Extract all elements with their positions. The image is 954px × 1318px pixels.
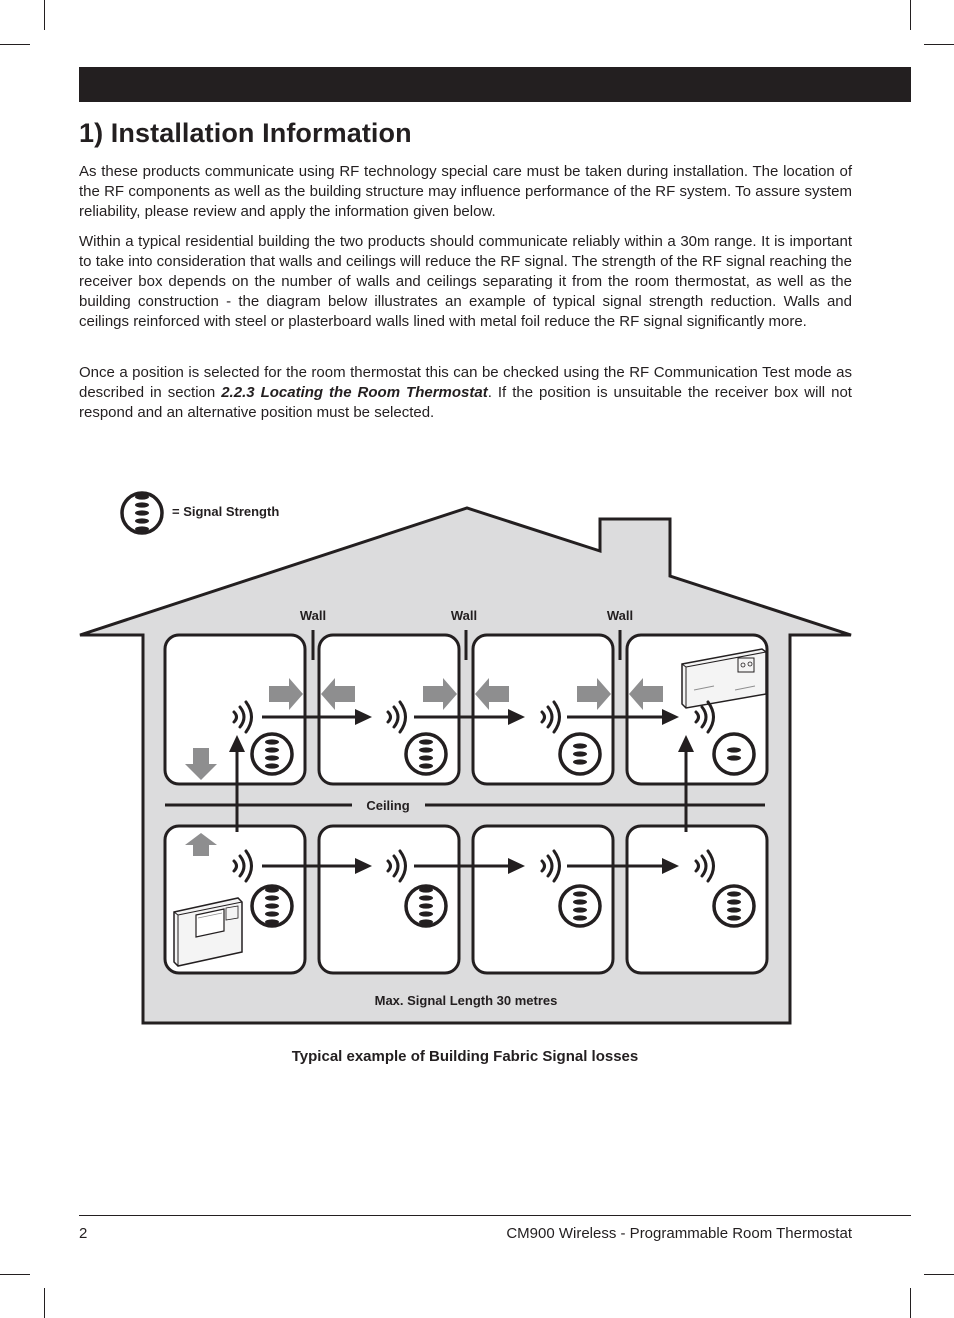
signal-dot [419,763,433,768]
crop-mark [910,1288,911,1318]
signal-dot [265,919,279,924]
wall-label: Wall [450,608,478,623]
paragraph-test-mode [79,363,852,423]
crop-mark [924,44,954,45]
signal-meter-ring [714,734,754,774]
signal-dot [419,895,433,900]
signal-dot [265,747,279,752]
signal-dot [573,907,587,912]
building-signal-diagram [0,470,954,1040]
signal-dot [419,747,433,752]
paragraph-rf-intro: As these products communicate using RF technology special care must be taken during installation. The location of the RF components as well as the building structure may influence performance of the RF system. To assure system reliability, please review and apply the information given below. [79,163,852,220]
signal-dot [419,903,433,908]
legend [122,493,279,533]
signal-dot [419,919,433,924]
signal-dot [265,763,279,768]
signal-dot [727,907,741,912]
footer-divider [79,1215,911,1216]
crop-mark [44,0,45,30]
signal-dot [727,755,741,760]
signal-dot [419,739,433,744]
signal-dot [573,899,587,904]
signal-dot [573,751,587,756]
page-title: 1) Installation Information [79,118,412,148]
signal-dot [265,755,279,760]
signal-strength-meter [406,734,446,774]
crop-mark [0,1274,30,1275]
signal-strength-meter [560,734,600,774]
header-bar [79,67,911,102]
section-reference-link[interactable]: 2.2.3 Locating the Room Thermostat [221,384,488,401]
paragraph-range: Within a typical residential building the two products should communicate reliably within a 30m range. It is important to take into consideration that walls and ceilings will reduce the RF signal. The strength of the RF signal reaching the receiver box depends on the number of walls and ceilings separating it from the room thermostat, as well as the building construction - the diagram below illustrates an example of typical signal strength reduction. Walls and ceilings reinforced with steel or plasterboard walls lined with metal foil reduce the RF signal significantly more. [79,233,852,330]
signal-dot [265,887,279,892]
document-title: CM900 Wireless - Programmable Room Thermostat [506,1225,852,1242]
ceiling-label: Ceiling [366,798,410,813]
signal-dot [265,903,279,908]
legend-label: = Signal Strength [172,504,280,519]
diagram-caption: Typical example of Building Fabric Signal losses [291,1048,639,1065]
signal-strength-meter [560,886,600,926]
signal-dot [573,891,587,896]
signal-dot [573,915,587,920]
signal-dot [727,915,741,920]
signal-dot [727,899,741,904]
signal-strength-meter [252,886,292,926]
signal-dot [419,911,433,916]
signal-dot [265,895,279,900]
wall-label: Wall [606,608,634,623]
crop-mark [44,1288,45,1318]
signal-dot [419,887,433,892]
crop-mark [0,44,30,45]
signal-dot [573,759,587,764]
signal-dot [727,891,741,896]
signal-strength-meter [252,734,292,774]
crop-mark [910,0,911,30]
signal-strength-meter [406,886,446,926]
signal-strength-meter [714,886,754,926]
signal-dot [727,747,741,752]
page-number: 2 [79,1225,88,1242]
signal-strength-meter [714,734,754,774]
signal-dot [265,739,279,744]
wall-label: Wall [299,608,327,623]
signal-dot [419,755,433,760]
crop-mark [924,1274,954,1275]
paragraph-text: Once a position is selected for the room thermostat this can be checked using the RF Communication Test mode as described in section [79,364,852,401]
max-signal-length-label: Max. Signal Length 30 metres [374,993,558,1008]
paragraph-text: . If the position is unsuitable the receiver box will not respond and an alternative position must be selected. [79,384,852,421]
signal-dot [573,743,587,748]
signal-dot [265,911,279,916]
